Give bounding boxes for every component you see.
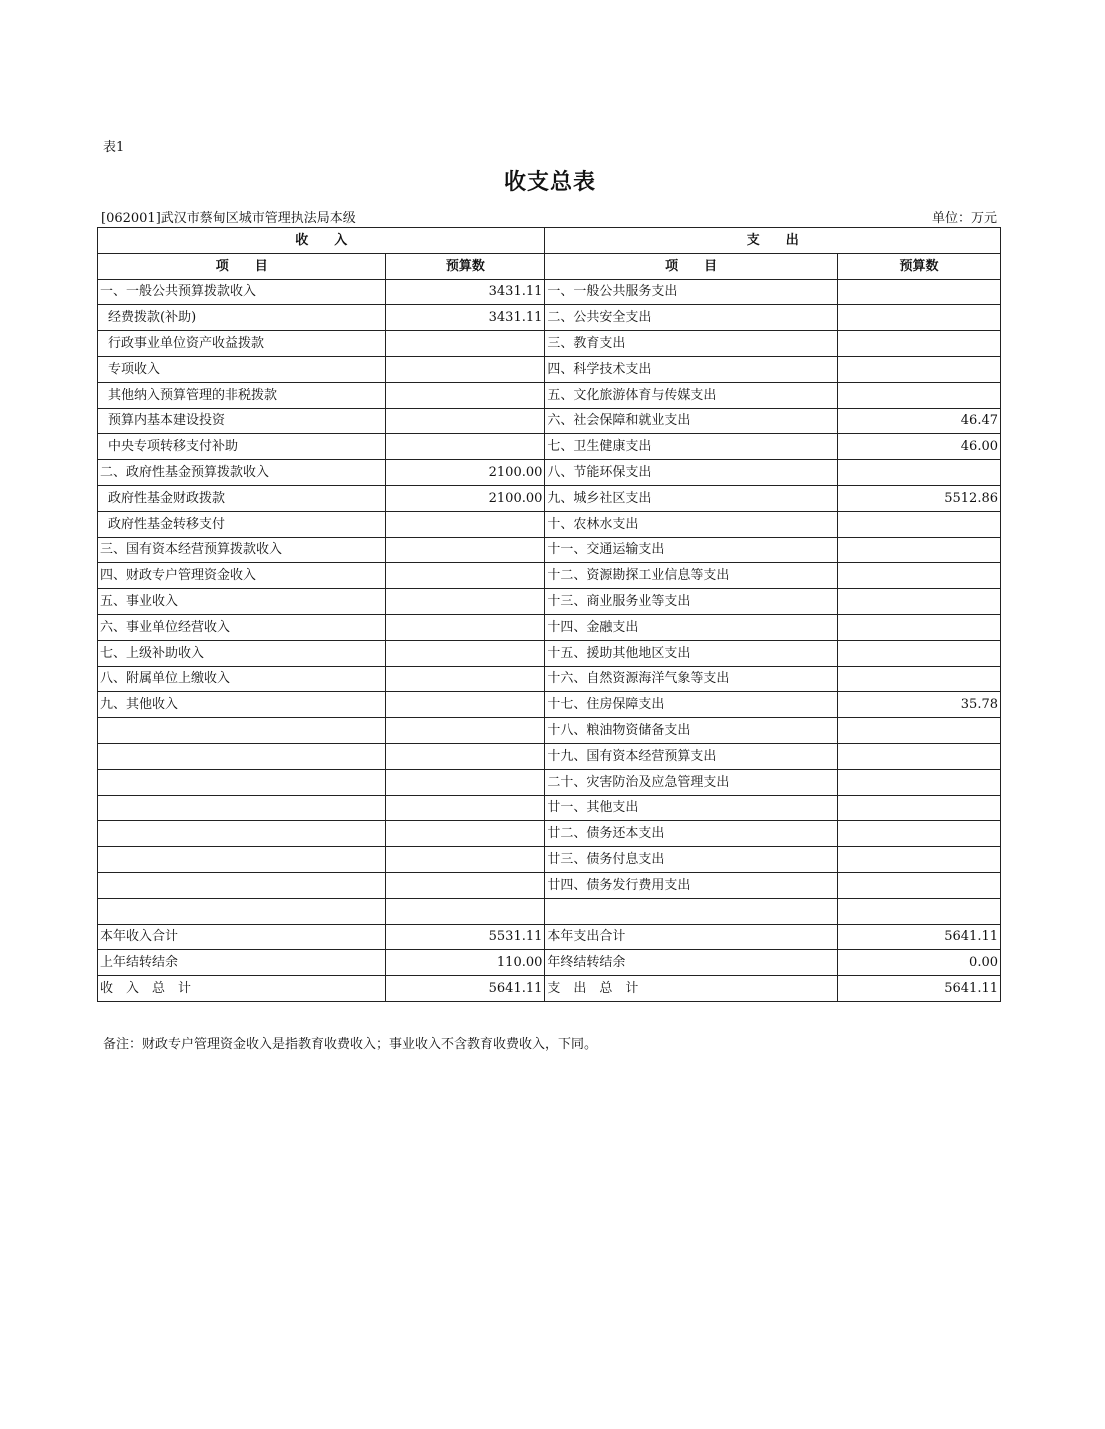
table-row (98, 460, 1001, 486)
expense-value-cell (837, 589, 1000, 615)
income-value-cell (386, 847, 545, 873)
income-section-header: 收 入 (98, 228, 545, 254)
expense-item-cell: 十三、商业服务业等支出 (545, 589, 837, 615)
table-row (98, 976, 1001, 1002)
header-row-columns (98, 253, 1001, 279)
income-value-cell: 3431.11 (386, 305, 545, 331)
income-budget-header: 预算数 (386, 253, 545, 279)
expense-item-cell: 三、教育支出 (545, 331, 837, 357)
expense-item-cell: 二、公共安全支出 (545, 305, 837, 331)
income-item-cell: 七、上级补助收入 (98, 640, 386, 666)
expense-value-cell: 46.47 (837, 408, 1000, 434)
income-item-cell: 行政事业单位资产收益拨款 (98, 331, 386, 357)
income-item-cell (98, 898, 386, 924)
expense-value-cell (837, 718, 1000, 744)
expense-value-cell (837, 640, 1000, 666)
income-item-header: 项 目 (98, 253, 386, 279)
expense-item-cell: 六、社会保障和就业支出 (545, 408, 837, 434)
organization-name: [062001]武汉市蔡甸区城市管理执法局本级 (101, 211, 356, 226)
income-item-cell: 预算内基本建设投资 (98, 408, 386, 434)
table-row (98, 382, 1001, 408)
expense-value-cell: 46.00 (837, 434, 1000, 460)
table-row (98, 692, 1001, 718)
income-value-cell (386, 408, 545, 434)
income-item-cell: 其他纳入预算管理的非税拨款 (98, 382, 386, 408)
expense-item-cell: 本年支出合计 (545, 924, 837, 950)
expense-value-cell (837, 769, 1000, 795)
expense-value-cell (837, 305, 1000, 331)
expense-item-cell: 八、节能环保支出 (545, 460, 837, 486)
expense-value-cell (837, 898, 1000, 924)
income-item-cell (98, 769, 386, 795)
expense-value-cell (837, 356, 1000, 382)
table-row (98, 718, 1001, 744)
income-value-cell (386, 718, 545, 744)
footnote: 备注：财政专户管理资金收入是指教育收费收入；事业收入不含教育收费收入，下同。 (103, 1037, 598, 1052)
table-row (98, 847, 1001, 873)
income-item-cell: 八、附属单位上缴收入 (98, 666, 386, 692)
table-row (98, 614, 1001, 640)
table-row (98, 821, 1001, 847)
income-item-cell (98, 795, 386, 821)
income-item-cell (98, 743, 386, 769)
expense-item-cell: 十五、援助其他地区支出 (545, 640, 837, 666)
income-value-cell (386, 898, 545, 924)
expense-value-cell (837, 821, 1000, 847)
expense-item-cell: 年终结转结余 (545, 950, 837, 976)
table-row (98, 434, 1001, 460)
expense-value-cell (837, 382, 1000, 408)
expense-item-cell: 十、农林水支出 (545, 511, 837, 537)
expense-value-cell: 35.78 (837, 692, 1000, 718)
income-item-cell: 三、国有资本经营预算拨款收入 (98, 537, 386, 563)
expense-value-cell (837, 743, 1000, 769)
income-value-cell (386, 589, 545, 615)
expense-item-cell: 廿四、债务发行费用支出 (545, 872, 837, 898)
income-value-cell (386, 743, 545, 769)
income-item-cell (98, 718, 386, 744)
expense-item-cell: 十一、交通运输支出 (545, 537, 837, 563)
expense-value-cell: 5512.86 (837, 485, 1000, 511)
income-item-cell: 专项收入 (98, 356, 386, 382)
expense-value-cell: 5641.11 (837, 976, 1000, 1002)
table-row (98, 537, 1001, 563)
income-item-cell: 政府性基金财政拨款 (98, 485, 386, 511)
table-row (98, 950, 1001, 976)
expense-item-cell (545, 898, 837, 924)
table-row (98, 795, 1001, 821)
income-value-cell (386, 640, 545, 666)
table-label: 表1 (103, 140, 125, 155)
table-row (98, 485, 1001, 511)
table-row (98, 872, 1001, 898)
expense-value-cell (837, 563, 1000, 589)
income-item-cell: 九、其他收入 (98, 692, 386, 718)
expense-item-cell: 一、一般公共服务支出 (545, 279, 837, 305)
table-row (98, 666, 1001, 692)
income-item-cell (98, 821, 386, 847)
income-item-cell: 五、事业收入 (98, 589, 386, 615)
income-value-cell (386, 511, 545, 537)
expense-item-cell: 十七、住房保障支出 (545, 692, 837, 718)
income-value-cell: 2100.00 (386, 460, 545, 486)
income-value-cell (386, 769, 545, 795)
expense-value-cell (837, 331, 1000, 357)
income-value-cell (386, 434, 545, 460)
expense-value-cell (837, 614, 1000, 640)
income-item-cell: 四、财政专户管理资金收入 (98, 563, 386, 589)
income-item-cell: 中央专项转移支付补助 (98, 434, 386, 460)
expense-item-cell: 四、科学技术支出 (545, 356, 837, 382)
unit-label: 单位：万元 (931, 211, 997, 226)
income-item-cell: 本年收入合计 (98, 924, 386, 950)
expense-item-cell: 廿二、债务还本支出 (545, 821, 837, 847)
budget-table (97, 227, 1001, 1002)
expense-value-cell (837, 279, 1000, 305)
expense-value-cell: 5641.11 (837, 924, 1000, 950)
table-row (98, 589, 1001, 615)
expense-value-cell (837, 511, 1000, 537)
income-value-cell (386, 666, 545, 692)
income-value-cell: 5641.11 (386, 976, 545, 1002)
table-row (98, 898, 1001, 924)
table-row (98, 408, 1001, 434)
table-row (98, 769, 1001, 795)
expense-item-cell: 廿一、其他支出 (545, 795, 837, 821)
income-item-cell: 上年结转结余 (98, 950, 386, 976)
expense-item-cell: 十九、国有资本经营预算支出 (545, 743, 837, 769)
income-value-cell (386, 821, 545, 847)
expense-item-header: 项 目 (545, 253, 837, 279)
expense-value-cell (837, 666, 1000, 692)
income-item-cell: 经费拨款(补助) (98, 305, 386, 331)
expense-value-cell (837, 847, 1000, 873)
expense-item-cell: 十六、自然资源海洋气象等支出 (545, 666, 837, 692)
income-item-cell: 政府性基金转移支付 (98, 511, 386, 537)
expense-value-cell (837, 460, 1000, 486)
expense-value-cell (837, 795, 1000, 821)
income-item-cell: 六、事业单位经营收入 (98, 614, 386, 640)
income-value-cell (386, 563, 545, 589)
income-value-cell (386, 537, 545, 563)
expense-item-cell: 十八、粮油物资储备支出 (545, 718, 837, 744)
income-value-cell (386, 795, 545, 821)
table-row (98, 305, 1001, 331)
expense-value-cell (837, 872, 1000, 898)
table-row (98, 743, 1001, 769)
income-item-cell: 二、政府性基金预算拨款收入 (98, 460, 386, 486)
income-value-cell: 5531.11 (386, 924, 545, 950)
income-item-cell (98, 872, 386, 898)
income-item-cell (98, 847, 386, 873)
expense-budget-header: 预算数 (837, 253, 1000, 279)
expense-item-cell: 五、文化旅游体育与传媒支出 (545, 382, 837, 408)
expense-item-cell: 七、卫生健康支出 (545, 434, 837, 460)
expense-item-cell: 十二、资源勘探工业信息等支出 (545, 563, 837, 589)
income-value-cell: 2100.00 (386, 485, 545, 511)
expense-item-cell: 廿三、债务付息支出 (545, 847, 837, 873)
expense-item-cell: 支 出 总 计 (545, 976, 837, 1002)
expense-section-header: 支 出 (545, 228, 1001, 254)
table-row (98, 511, 1001, 537)
expense-item-cell: 十四、金融支出 (545, 614, 837, 640)
table-row (98, 640, 1001, 666)
income-value-cell (386, 692, 545, 718)
table-row (98, 563, 1001, 589)
table-row (98, 356, 1001, 382)
income-value-cell (386, 614, 545, 640)
income-value-cell (386, 356, 545, 382)
table-row (98, 331, 1001, 357)
income-value-cell: 3431.11 (386, 279, 545, 305)
table-row (98, 279, 1001, 305)
income-value-cell (386, 331, 545, 357)
income-item-cell: 收 入 总 计 (98, 976, 386, 1002)
income-value-cell (386, 872, 545, 898)
table-row (98, 924, 1001, 950)
expense-value-cell: 0.00 (837, 950, 1000, 976)
expense-item-cell: 二十、灾害防治及应急管理支出 (545, 769, 837, 795)
table-body (98, 279, 1001, 1001)
page-title: 收支总表 (503, 170, 596, 195)
expense-item-cell: 九、城乡社区支出 (545, 485, 837, 511)
income-value-cell: 110.00 (386, 950, 545, 976)
header-row-sections (98, 228, 1001, 254)
expense-value-cell (837, 537, 1000, 563)
income-value-cell (386, 382, 545, 408)
income-item-cell: 一、一般公共预算拨款收入 (98, 279, 386, 305)
